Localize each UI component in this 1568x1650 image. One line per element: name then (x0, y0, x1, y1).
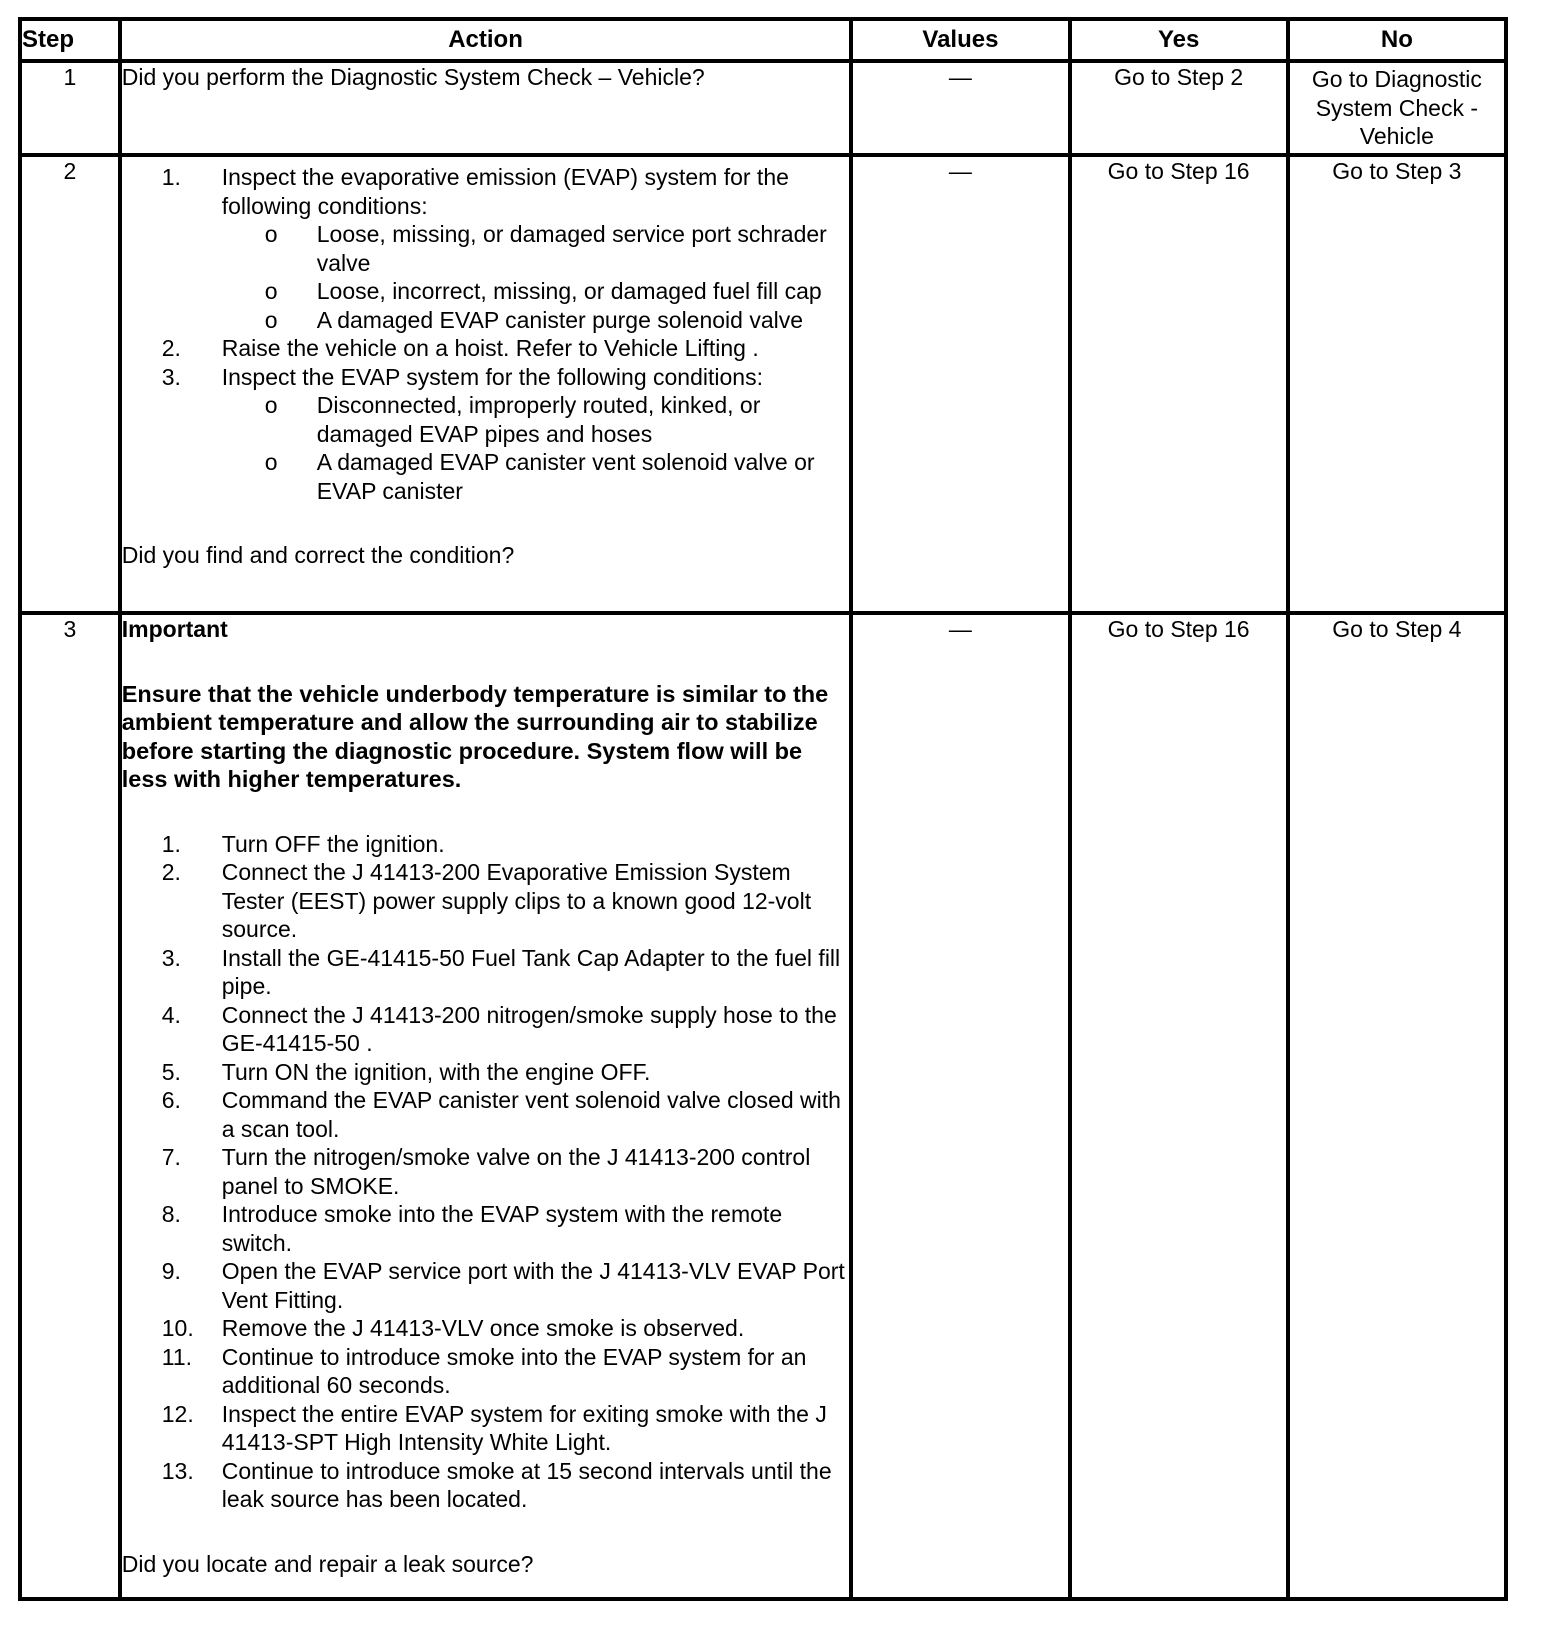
action-question: Did you find and correct the condition? (121, 542, 515, 568)
item-number: 7. (161, 1144, 181, 1170)
sub-item (217, 220, 850, 277)
yes-cell: Go to Step 2 (1070, 61, 1288, 155)
list-item (122, 363, 850, 506)
sub-item (217, 448, 850, 505)
bullet: o (264, 278, 278, 304)
item-text: Command the EVAP canister vent solenoid valve closed with a scan tool. (221, 1087, 841, 1142)
values-cell: — (851, 613, 1069, 1599)
header-no: No (1288, 19, 1506, 61)
list-item (122, 1143, 850, 1200)
item-text: Open the EVAP service port with the J 41413-VLV EVAP Port Vent Fitting. (221, 1258, 845, 1313)
item-text: Remove the J 41413-VLV once smoke is observed. (221, 1315, 745, 1341)
yes-cell: Go to Step 16 (1070, 613, 1288, 1599)
item-number: 5. (161, 1058, 181, 1085)
header-yes: Yes (1070, 19, 1288, 61)
list-item (122, 1257, 850, 1314)
item-number: 2. (161, 335, 181, 361)
item-number: 4. (161, 1001, 181, 1028)
no-cell: Go to Step 4 (1288, 613, 1506, 1599)
sub-list (217, 220, 850, 334)
step-number: 3 (20, 613, 120, 1599)
item-number: 12. (161, 1400, 194, 1427)
bullet: o (264, 306, 278, 333)
no-cell: Go to Step 3 (1288, 155, 1506, 613)
item-text: Inspect the entire EVAP system for exiting smoke with the J 41413-SPT High Intensity White Light. (221, 1400, 827, 1455)
list-item (122, 1343, 850, 1400)
item-text: Turn OFF the ignition. (221, 830, 445, 857)
sub-item (217, 306, 850, 335)
sub-list (217, 391, 850, 505)
list-item (122, 1001, 850, 1058)
bullet: o (264, 392, 278, 418)
bullet: o (264, 221, 278, 247)
values-cell: — (851, 155, 1069, 613)
header-values: Values (851, 19, 1069, 61)
list-item (122, 944, 850, 1001)
item-number: 3. (161, 944, 181, 971)
sub-item-text: Loose, missing, or damaged service port schrader valve (316, 221, 827, 276)
item-text: Continue to introduce smoke into the EVAP system for an additional 60 seconds. (221, 1343, 807, 1398)
action-question: Did you perform the Diagnostic System Check – Vehicle? (121, 64, 705, 90)
list-item (122, 858, 850, 944)
item-text: Continue to introduce smoke at 15 second intervals until the leak source has been located. (221, 1457, 832, 1512)
list-item (122, 1314, 850, 1343)
item-text: Connect the J 41413-200 Evaporative Emission System Tester (EEST) power supply clips to a known good 12-volt source. (221, 859, 812, 942)
list-item (122, 830, 850, 859)
item-number: 8. (161, 1201, 181, 1227)
item-text: Turn ON the ignition, with the engine OFF. (221, 1058, 651, 1085)
item-number: 1. (161, 830, 181, 857)
item-number: 1. (161, 164, 181, 190)
item-text: Turn the nitrogen/smoke valve on the J 41413-200 control panel to SMOKE. (221, 1144, 811, 1199)
list-item (122, 1400, 850, 1457)
procedure-list (122, 830, 850, 1514)
action-cell (120, 613, 852, 1599)
item-text: Install the GE-41415-50 Fuel Tank Cap Adapter to the fuel fill pipe. (221, 944, 841, 999)
item-number: 3. (161, 363, 181, 390)
item-number: 2. (161, 859, 181, 885)
action-question: Did you locate and repair a leak source? (121, 1550, 534, 1577)
list-item (122, 1086, 850, 1143)
values-cell: — (851, 61, 1069, 155)
diagnostic-table (18, 17, 1508, 1601)
yes-cell: Go to Step 16 (1070, 155, 1288, 613)
sub-item (217, 277, 850, 306)
sub-item-text: Loose, incorrect, missing, or damaged fuel fill cap (316, 278, 822, 304)
sub-item-text: A damaged EVAP canister purge solenoid valve (316, 306, 804, 333)
important-text: Ensure that the vehicle underbody temperature is similar to the ambient temperature and allow the surrounding air to stabilize before starting the diagnostic procedure. System flow will be less with higher temperatures. (121, 680, 829, 792)
item-number: 6. (161, 1087, 181, 1113)
sub-item-text: A damaged EVAP canister vent solenoid valve or EVAP canister (316, 449, 815, 504)
important-title: Important (121, 616, 228, 642)
item-number: 9. (161, 1258, 181, 1284)
table-row-step-2 (20, 155, 1506, 613)
list-item (122, 1200, 850, 1257)
item-text: Inspect the EVAP system for the following conditions: (221, 363, 763, 390)
list-item (122, 1457, 850, 1514)
item-number: 11. (161, 1343, 193, 1370)
list-item (122, 1058, 850, 1087)
list-item (122, 334, 850, 363)
procedure-list (122, 163, 850, 505)
header-step: Step (20, 19, 120, 61)
item-number: 13. (161, 1457, 194, 1484)
step-number: 1 (20, 61, 120, 155)
item-number: 10. (161, 1315, 194, 1341)
bullet: o (264, 449, 278, 475)
no-cell: Go to Diagnostic System Check - Vehicle (1288, 61, 1506, 155)
item-text: Raise the vehicle on a hoist. Refer to Vehicle Lifting . (221, 335, 759, 361)
item-text: Connect the J 41413-200 nitrogen/smoke supply hose to the GE-41415-50 . (221, 1001, 837, 1056)
table-row-step-3 (20, 613, 1506, 1599)
table-row-step-1 (20, 61, 1506, 155)
item-text: Introduce smoke into the EVAP system with the remote switch. (221, 1201, 783, 1256)
list-item (122, 163, 850, 334)
action-cell (120, 155, 852, 613)
step-number: 2 (20, 155, 120, 613)
header-row (20, 19, 1506, 61)
item-text: Inspect the evaporative emission (EVAP) system for the following conditions: (221, 164, 789, 219)
header-action: Action (120, 19, 852, 61)
sub-item-text: Disconnected, improperly routed, kinked, or damaged EVAP pipes and hoses (316, 392, 761, 447)
sub-item (217, 391, 850, 448)
action-cell (120, 61, 852, 155)
